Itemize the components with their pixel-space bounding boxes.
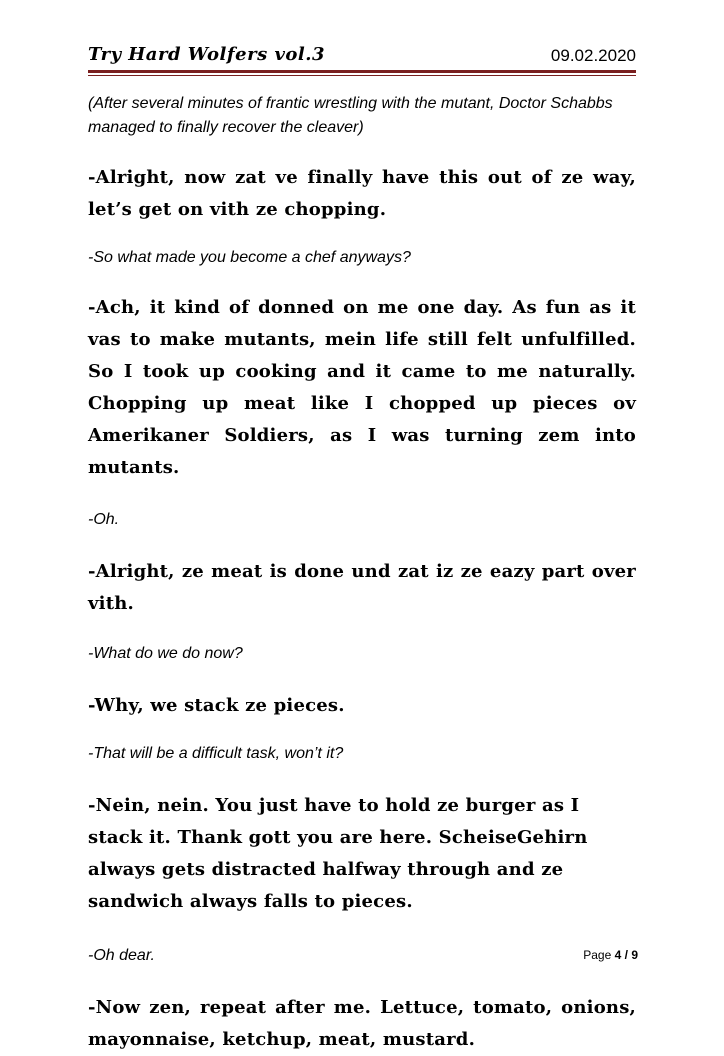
- dialogue-line-interviewer: -So what made you become a chef anyways?: [88, 249, 411, 266]
- dialogue-line-schabbs: -Nein, nein. You just have to hold ze burger as I stack it. Thank gott you are here. ScheiseGehirn always gets distracted halfway through and ze sandwich always falls to pieces.: [88, 795, 588, 912]
- page-number: [583, 948, 638, 962]
- dialogue-line-schabbs: -Alright, now zat ve finally have this out of ze way, let’s get on vith ze chopping.: [88, 167, 636, 220]
- page-body: [88, 88, 636, 1056]
- dialogue-line-schabbs: -Now zen, repeat after me. Lettuce, tomato, onions, mayonnaise, ketchup, meat, mustard.: [88, 997, 636, 1050]
- page-total: 9: [631, 948, 638, 962]
- dialogue-line-interviewer: -That will be a difficult task, won’t it?: [88, 745, 344, 762]
- dialogue-line-schabbs: -Why, we stack ze pieces.: [88, 695, 345, 716]
- dialogue-line-interviewer: -Oh.: [88, 511, 120, 528]
- dialogue-line-interviewer: -What do we do now?: [88, 645, 243, 662]
- document-date: 09.02.2020: [550, 46, 636, 65]
- dialogue-line-schabbs: -Alright, ze meat is done und zat iz ze eazy part over vith.: [88, 561, 636, 614]
- document-title: Try Hard Wolfers vol.3: [88, 44, 326, 65]
- dialogue-line-interviewer: -Oh dear.: [88, 947, 155, 964]
- header-divider-thin: [88, 75, 636, 76]
- page-label: Page: [583, 948, 612, 962]
- stage-direction: (After several minutes of frantic wrestling with the mutant, Doctor Schabbs managed to finally recover the cleaver): [88, 95, 613, 136]
- page-header: [88, 44, 636, 72]
- page-current: 4: [614, 948, 622, 962]
- page-separator: /: [624, 948, 628, 962]
- header-divider: [88, 70, 636, 73]
- dialogue-line-schabbs: -Ach, it kind of donned on me one day. As fun as it vas to make mutants, mein life still felt unfulfilled. So I took up cooking and it came to me naturally. Chopping up meat like I chopped up pieces ov Amerikaner Soldiers, as I was turning zem into mutants.: [88, 297, 636, 478]
